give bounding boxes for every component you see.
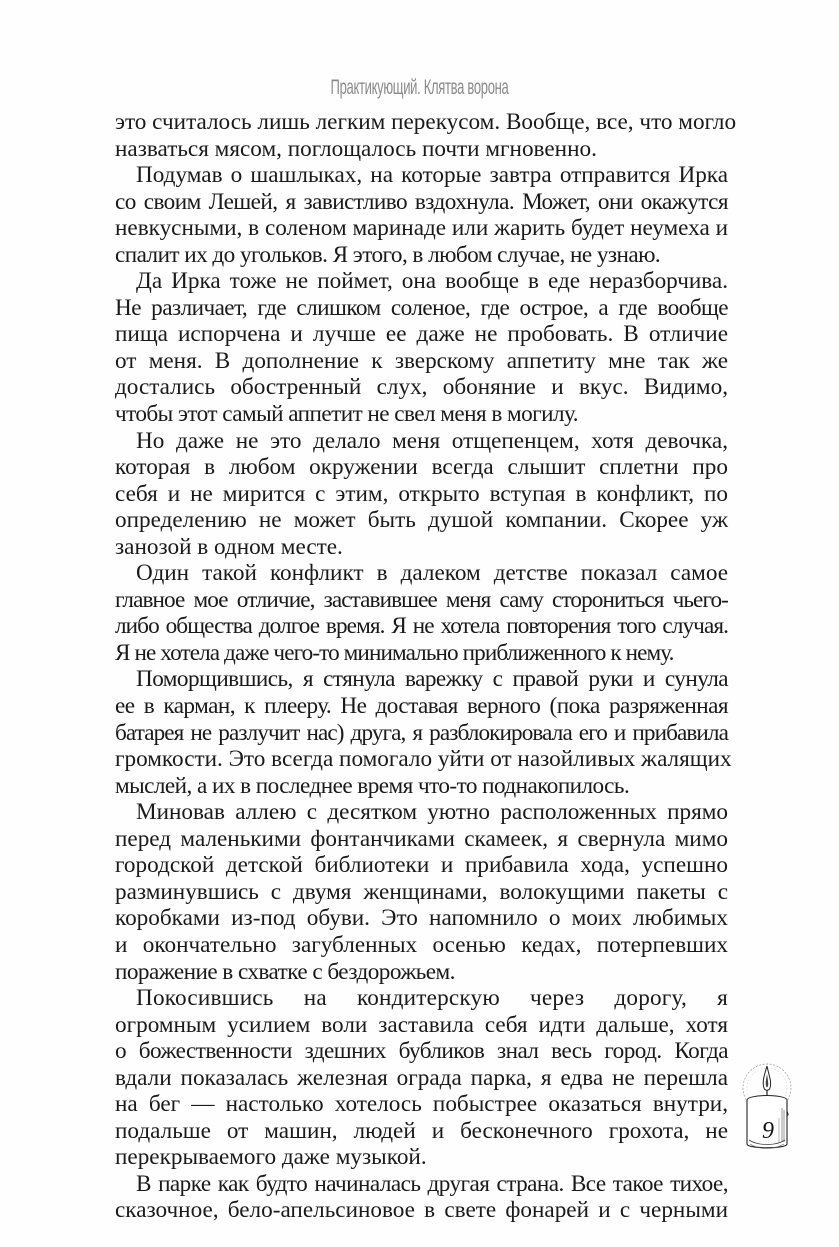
text-line: поражение в схватке с бездорожьем. [115,958,455,985]
text-line: огромным усилием воли заставила себя идти дальше, хотя [115,1011,728,1038]
text-line: городской детской библиотеки и прибавила хода, успешно [115,852,728,879]
paragraph-first-line: Но даже не это делало меня отщепенцем, хотя девочка, [136,427,728,454]
text-line: невкусными, в соленом маринаде или жарить будет неумеха и [115,215,728,242]
text-line: перед маленькими фонтанчиками скамеек, я свернула мимо [115,825,728,852]
text-line: подальше от машин, людей и бесконечного грохота, не [115,1117,728,1144]
text-line: Я не хотела даже чего-то минимально приближенного к нему. [115,639,674,666]
text-line: громкости. Это всегда помогало уйти от назойливых жалящих [115,746,732,773]
text-line: чтобы этот самый аппетит не свел меня в могилу. [115,401,578,428]
paragraph-first-line: В парке как будто начиналась другая страна. Все такое тихое, [136,1170,728,1197]
text-line: определению не может быть душой компании. Скорее уж [115,507,728,534]
text-line: которая в любом окружении всегда слышит сплетни про [115,454,728,481]
text-line: себя и не мирится с этим, открыто вступая в конфликт, по [115,480,728,507]
text-line: и окончательно загубленных осенью кедах, потерпевших [115,931,728,958]
page-number-folio [738,1058,800,1168]
text-line: пища испорчена и лучше ее даже не пробовать. В отличие [115,321,728,348]
paragraph-first-line: Поморщившись, я стянула варежку с правой руки и сунула [136,666,728,693]
text-line: либо общества долгое время. Я не хотела повторения того случая. [115,613,728,640]
text-line: это считалось лишь легким перекусом. Вообще, все, что могло [115,109,737,135]
text-line: батарея не разлучит нас) друга, я разблокировала его и прибавила [115,719,728,746]
paragraph-first-line: Миновав аллею с десятком уютно расположенных прямо [136,799,728,826]
text-line: главное мое отличие, заставившее меня саму сторониться чьего- [115,586,728,613]
text-line: о божественности здешних бубликов знал весь город. Когда [115,1038,728,1065]
paragraph-first-line: Покосившись на кондитерскую через дорогу, я [136,985,728,1012]
text-line: коробками из-под обуви. Это напомнило о моих любимых [115,905,728,932]
text-line: ее в карман, к плееру. Не доставая верного (пока разряженная [115,693,728,720]
text-line: Не различает, где слишком соленое, где острое, а где вообще [115,294,728,321]
text-line: на бег — настолько хотелось побыстрее оказаться внутри, [115,1091,728,1118]
candle-icon [738,1058,800,1168]
text-line: мыслей, а их в последнее время что-то поднакопилось. [115,772,630,799]
text-line: занозой в одном месте. [115,533,343,560]
text-line: сказочное, бело-апельсиновое в свете фонарей и с черными [115,1197,728,1224]
page-number: 9 [762,1118,774,1144]
text-line: назваться мясом, поглощалось почти мгновенно. [115,135,597,162]
paragraph-first-line: Да Ирка тоже не поймет, она вообще в еде неразборчива. [136,268,728,295]
paragraph-first-line: Подумав о шашлыках, на которые завтра отправится Ирка [136,162,728,189]
running-head: Практикующий. Клятва ворона [330,76,509,99]
text-line: перекрываемого даже музыкой. [115,1144,427,1171]
text-line: достались обостренный слух, обоняние и вкус. Видимо, [115,374,728,401]
body-text [115,109,737,1224]
text-line: спалит их до угольков. Я этого, в любом случае, не узнаю. [115,241,661,268]
text-line: со своим Лешей, я завистливо вздохнула. Может, они окажутся [115,188,728,215]
text-line: вдали показалась железная ограда парка, я едва не перешла [115,1064,728,1091]
paragraph-first-line: Один такой конфликт в далеком детстве показал самое [136,560,728,587]
text-line: разминувшись с двумя женщинами, волокущими пакеты с [115,878,728,905]
text-line: от меня. В дополнение к зверскому аппетиту мне так же [115,347,728,374]
